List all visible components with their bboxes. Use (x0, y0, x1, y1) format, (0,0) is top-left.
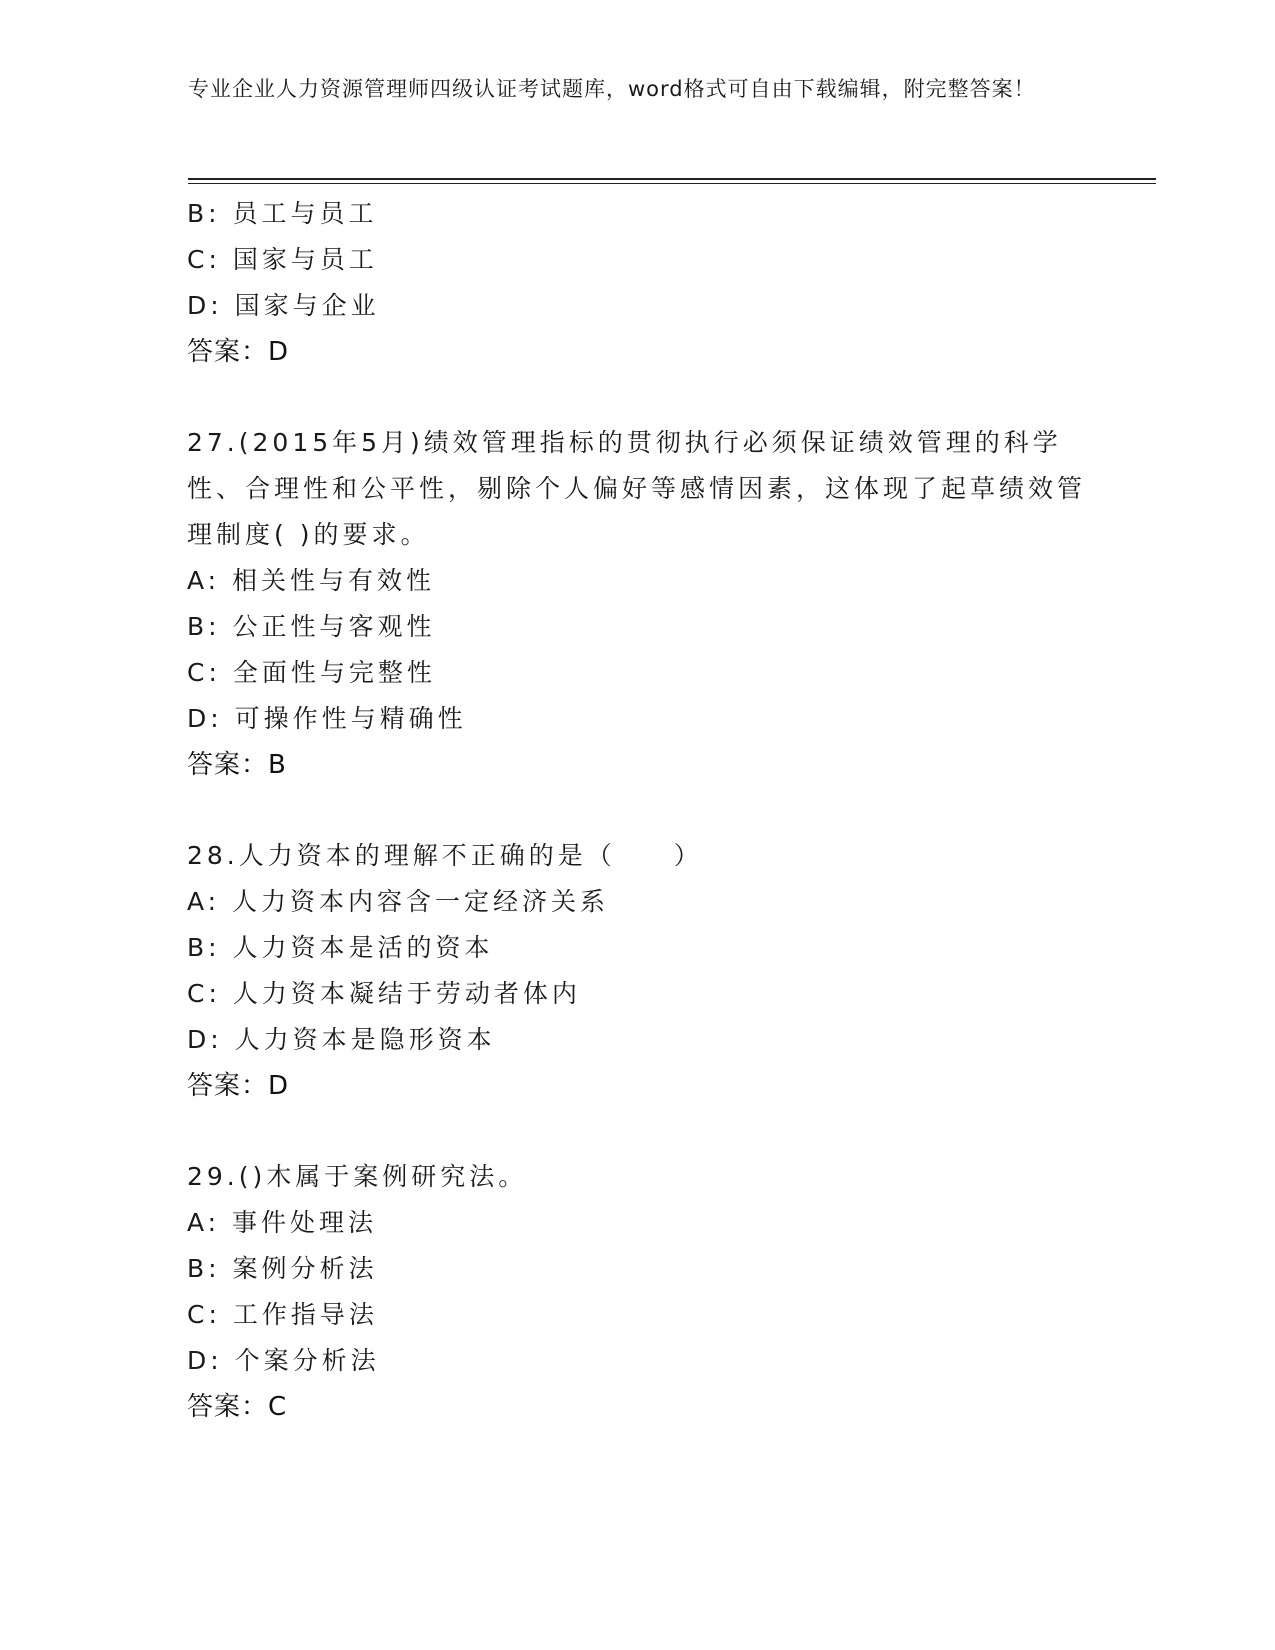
question-29 (187, 1154, 1087, 1430)
question-28 (187, 833, 1087, 1109)
option-d: D: 个案分析法 (187, 1346, 380, 1375)
spacer (187, 788, 1087, 833)
option-b: B: 人力资本是活的资本 (187, 933, 494, 962)
option-b: B: 员工与员工 (187, 199, 378, 228)
option-a: A: 事件处理法 (187, 1208, 378, 1237)
spacer (187, 375, 1087, 420)
question-content (187, 191, 1087, 1430)
option-a: A: 相关性与有效性 (187, 566, 436, 595)
question-stem: 27.(2015年5月)绩效管理指标的贯彻执行必须保证绩效管理的科学性、合理性和公平性，剔除个人偏好等感情因素，这体现了起草绩效管理制度( )的要求。 (187, 428, 1087, 549)
page-header: 专业企业人力资源管理师四级认证考试题库，word格式可自由下载编辑，附完整答案！ (188, 77, 1036, 101)
option-c: C: 全面性与完整性 (187, 658, 436, 687)
answer-line: 答案：B (187, 750, 287, 780)
answer-line: 答案：D (187, 337, 290, 367)
option-d: D: 人力资本是隐形资本 (187, 1025, 496, 1054)
question-26-continuation (187, 191, 1087, 375)
question-27 (187, 420, 1087, 788)
header-divider-thin (188, 183, 1156, 184)
answer-line: 答案：D (187, 1071, 290, 1101)
answer-line: 答案：C (187, 1392, 288, 1422)
option-b: B: 案例分析法 (187, 1254, 378, 1283)
option-d: D: 可操作性与精确性 (187, 704, 467, 733)
header-divider-thick (188, 178, 1156, 180)
option-b: B: 公正性与客观性 (187, 612, 436, 641)
spacer (187, 1109, 1087, 1154)
option-c: C: 人力资本凝结于劳动者体内 (187, 979, 581, 1008)
option-c: C: 工作指导法 (187, 1300, 378, 1329)
option-a: A: 人力资本内容含一定经济关系 (187, 887, 610, 916)
option-c: C: 国家与员工 (187, 245, 378, 274)
question-stem: 28.人力资本的理解不正确的是（ ） (187, 841, 703, 870)
option-d: D: 国家与企业 (187, 291, 380, 320)
question-stem: 29.()木属于案例研究法。 (187, 1162, 528, 1191)
